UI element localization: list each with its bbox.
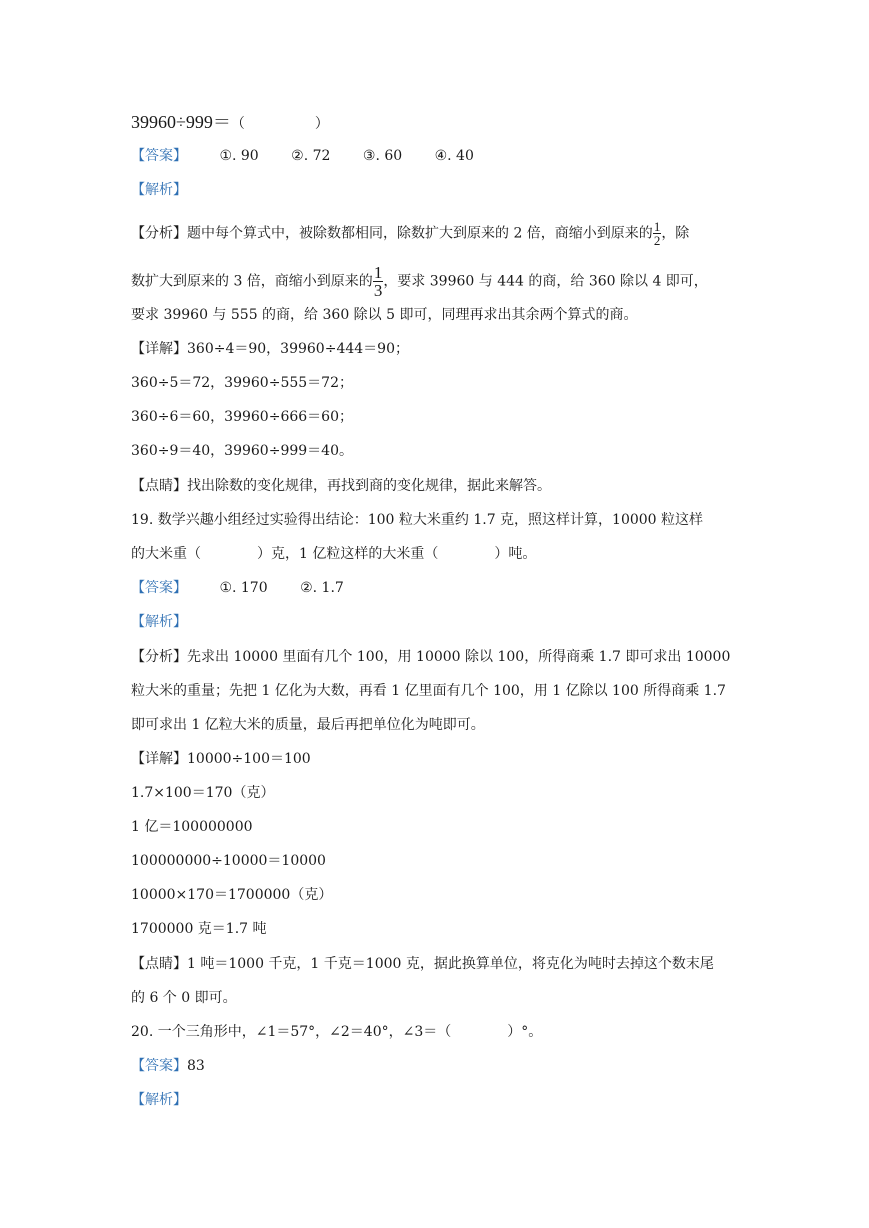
detail-label: 【详解】: [131, 341, 187, 357]
q19-answer-item: ②. 1.7: [300, 580, 344, 596]
q18-answer-item: ②. 72: [291, 148, 331, 164]
q19-answer: [131, 578, 741, 598]
q19-detail-line: [131, 817, 741, 837]
q19-fenxi-text: 即可求出 1 亿粒大米的质量，最后再把单位化为吨即可。: [131, 717, 485, 733]
q19-dianjing-line2: [131, 988, 741, 1008]
q19-detail-text: 10000×170＝1700000（克）: [131, 887, 333, 903]
q18-fenxi-line3: [131, 305, 741, 325]
q20-answer: [131, 1056, 741, 1076]
q20-answer-value: 83: [187, 1058, 205, 1074]
q18-detail-line: [131, 441, 741, 461]
q19-detail-text: 1700000 克＝1.7 吨: [131, 921, 267, 937]
q18-answer-item: ③. 60: [362, 148, 403, 164]
q18-fenxi-text: ，要求 39960 与 444 的商，给 360 除以 4 即可，: [383, 273, 708, 290]
q19-detail-line: [131, 783, 741, 803]
q20-question-text: 20. 一个三角形中，∠1＝57°，∠2＝40°，∠3＝（ ）°。: [131, 1024, 543, 1040]
q18-answer-item: ①. 90: [219, 148, 259, 164]
q19-detail-line: [131, 851, 741, 871]
q18-expr: 39960÷999＝: [131, 112, 231, 132]
detail-label: 【详解】: [131, 751, 187, 767]
q19-answer-item: ①. 170: [219, 580, 268, 596]
q19-fenxi-text: 先求出 10000 里面有几个 100，用 10000 除以 100，所得商乘 1.7 即可求出 10000: [187, 649, 731, 665]
q19-detail-text: 1 亿＝100000000: [131, 819, 253, 835]
q18-detail-line: [131, 407, 741, 427]
q18-fenxi-text: ，除: [661, 225, 690, 242]
frac-num: 1: [373, 263, 383, 282]
q18-detail-text: 360÷6＝60，39960÷666＝60；: [131, 409, 353, 425]
q18-analysis-heading: [131, 180, 741, 200]
fenxi-label: 【分析】: [131, 649, 187, 665]
answer-label: 【答案】: [131, 580, 187, 596]
q18-answer-item: ④. 40: [434, 148, 474, 164]
q19-fenxi-text: 粒大米的重量；先把 1 亿化为大数，再看 1 亿里面有几个 100，用 1 亿除以 100 所得商乘 1.7: [131, 683, 726, 699]
q19-question-line2: [131, 544, 741, 564]
fraction-one-third: [373, 264, 384, 299]
frac-den: 3: [373, 281, 383, 300]
dianjing-label: 【点睛】: [131, 478, 187, 494]
q18-fenxi-text: 题中每个算式中，被除数都相同，除数扩大到原来的 2 倍，商缩小到原来的: [187, 225, 653, 242]
q18-dianjing: [131, 476, 741, 496]
q19-detail-line: [131, 749, 741, 769]
frac-den: 2: [653, 233, 661, 248]
analysis-label: 【解析】: [131, 182, 187, 198]
q19-detail-line: [131, 885, 741, 905]
q19-detail-text: 1.7×100＝170（克）: [131, 785, 275, 801]
q18-fenxi-text: 数扩大到原来的 3 倍，商缩小到原来的: [131, 273, 373, 290]
q19-fenxi-line2: [131, 681, 741, 701]
q18-detail-text: 360÷5＝72，39960÷555＝72；: [131, 375, 353, 391]
analysis-label: 【解析】: [131, 614, 187, 630]
q20-question: [131, 1022, 741, 1042]
q19-dianjing-line1: [131, 954, 741, 974]
q18-detail-text: 360÷4＝90，39960÷444＝90；: [187, 341, 409, 357]
q19-analysis-heading: [131, 612, 741, 632]
q19-fenxi-line3: [131, 715, 741, 735]
q19-question-line1: [131, 510, 741, 530]
q19-question-text: 19. 数学兴趣小组经过实验得出结论：100 粒大米重约 1.7 克，照这样计算，10000 粒这样: [131, 512, 704, 528]
answer-label: 【答案】: [131, 148, 187, 164]
q18-blank: （ ）: [230, 116, 329, 132]
q19-fenxi-line1: [131, 647, 741, 667]
q19-detail-text: 10000÷100＝100: [187, 751, 311, 767]
fenxi-label: 【分析】: [131, 225, 187, 242]
q18-fenxi-line2: [131, 264, 741, 299]
answer-label: 【答案】: [131, 1058, 187, 1074]
q19-detail-text: 100000000÷10000＝10000: [131, 853, 326, 869]
q18-fenxi-line1: [131, 220, 741, 247]
q18-detail-line: [131, 339, 741, 359]
q18-dianjing-text: 找出除数的变化规律，再找到商的变化规律，据此来解答。: [187, 478, 551, 494]
dianjing-label: 【点睛】: [131, 956, 187, 972]
q19-dianjing-text: 1 吨＝1000 千克，1 千克＝1000 克，据此换算单位，将克化为吨时去掉这个数末尾: [187, 956, 714, 972]
q18-answer: [131, 146, 741, 166]
q18-expression: [131, 112, 741, 134]
q19-detail-line: [131, 919, 741, 939]
q18-fenxi-text: 要求 39960 与 555 的商，给 360 除以 5 即可，同理再求出其余两个算式的商。: [131, 307, 638, 323]
q18-detail-line: [131, 373, 741, 393]
analysis-label: 【解析】: [131, 1092, 187, 1108]
q20-analysis-heading: [131, 1090, 741, 1110]
q18-detail-text: 360÷9＝40，39960÷999＝40。: [131, 443, 353, 459]
q19-question-text: 的大米重（ ）克，1 亿粒这样的大米重（ ）吨。: [131, 546, 537, 562]
frac-num: 1: [653, 219, 661, 234]
q19-dianjing-text: 的 6 个 0 即可。: [131, 990, 237, 1006]
